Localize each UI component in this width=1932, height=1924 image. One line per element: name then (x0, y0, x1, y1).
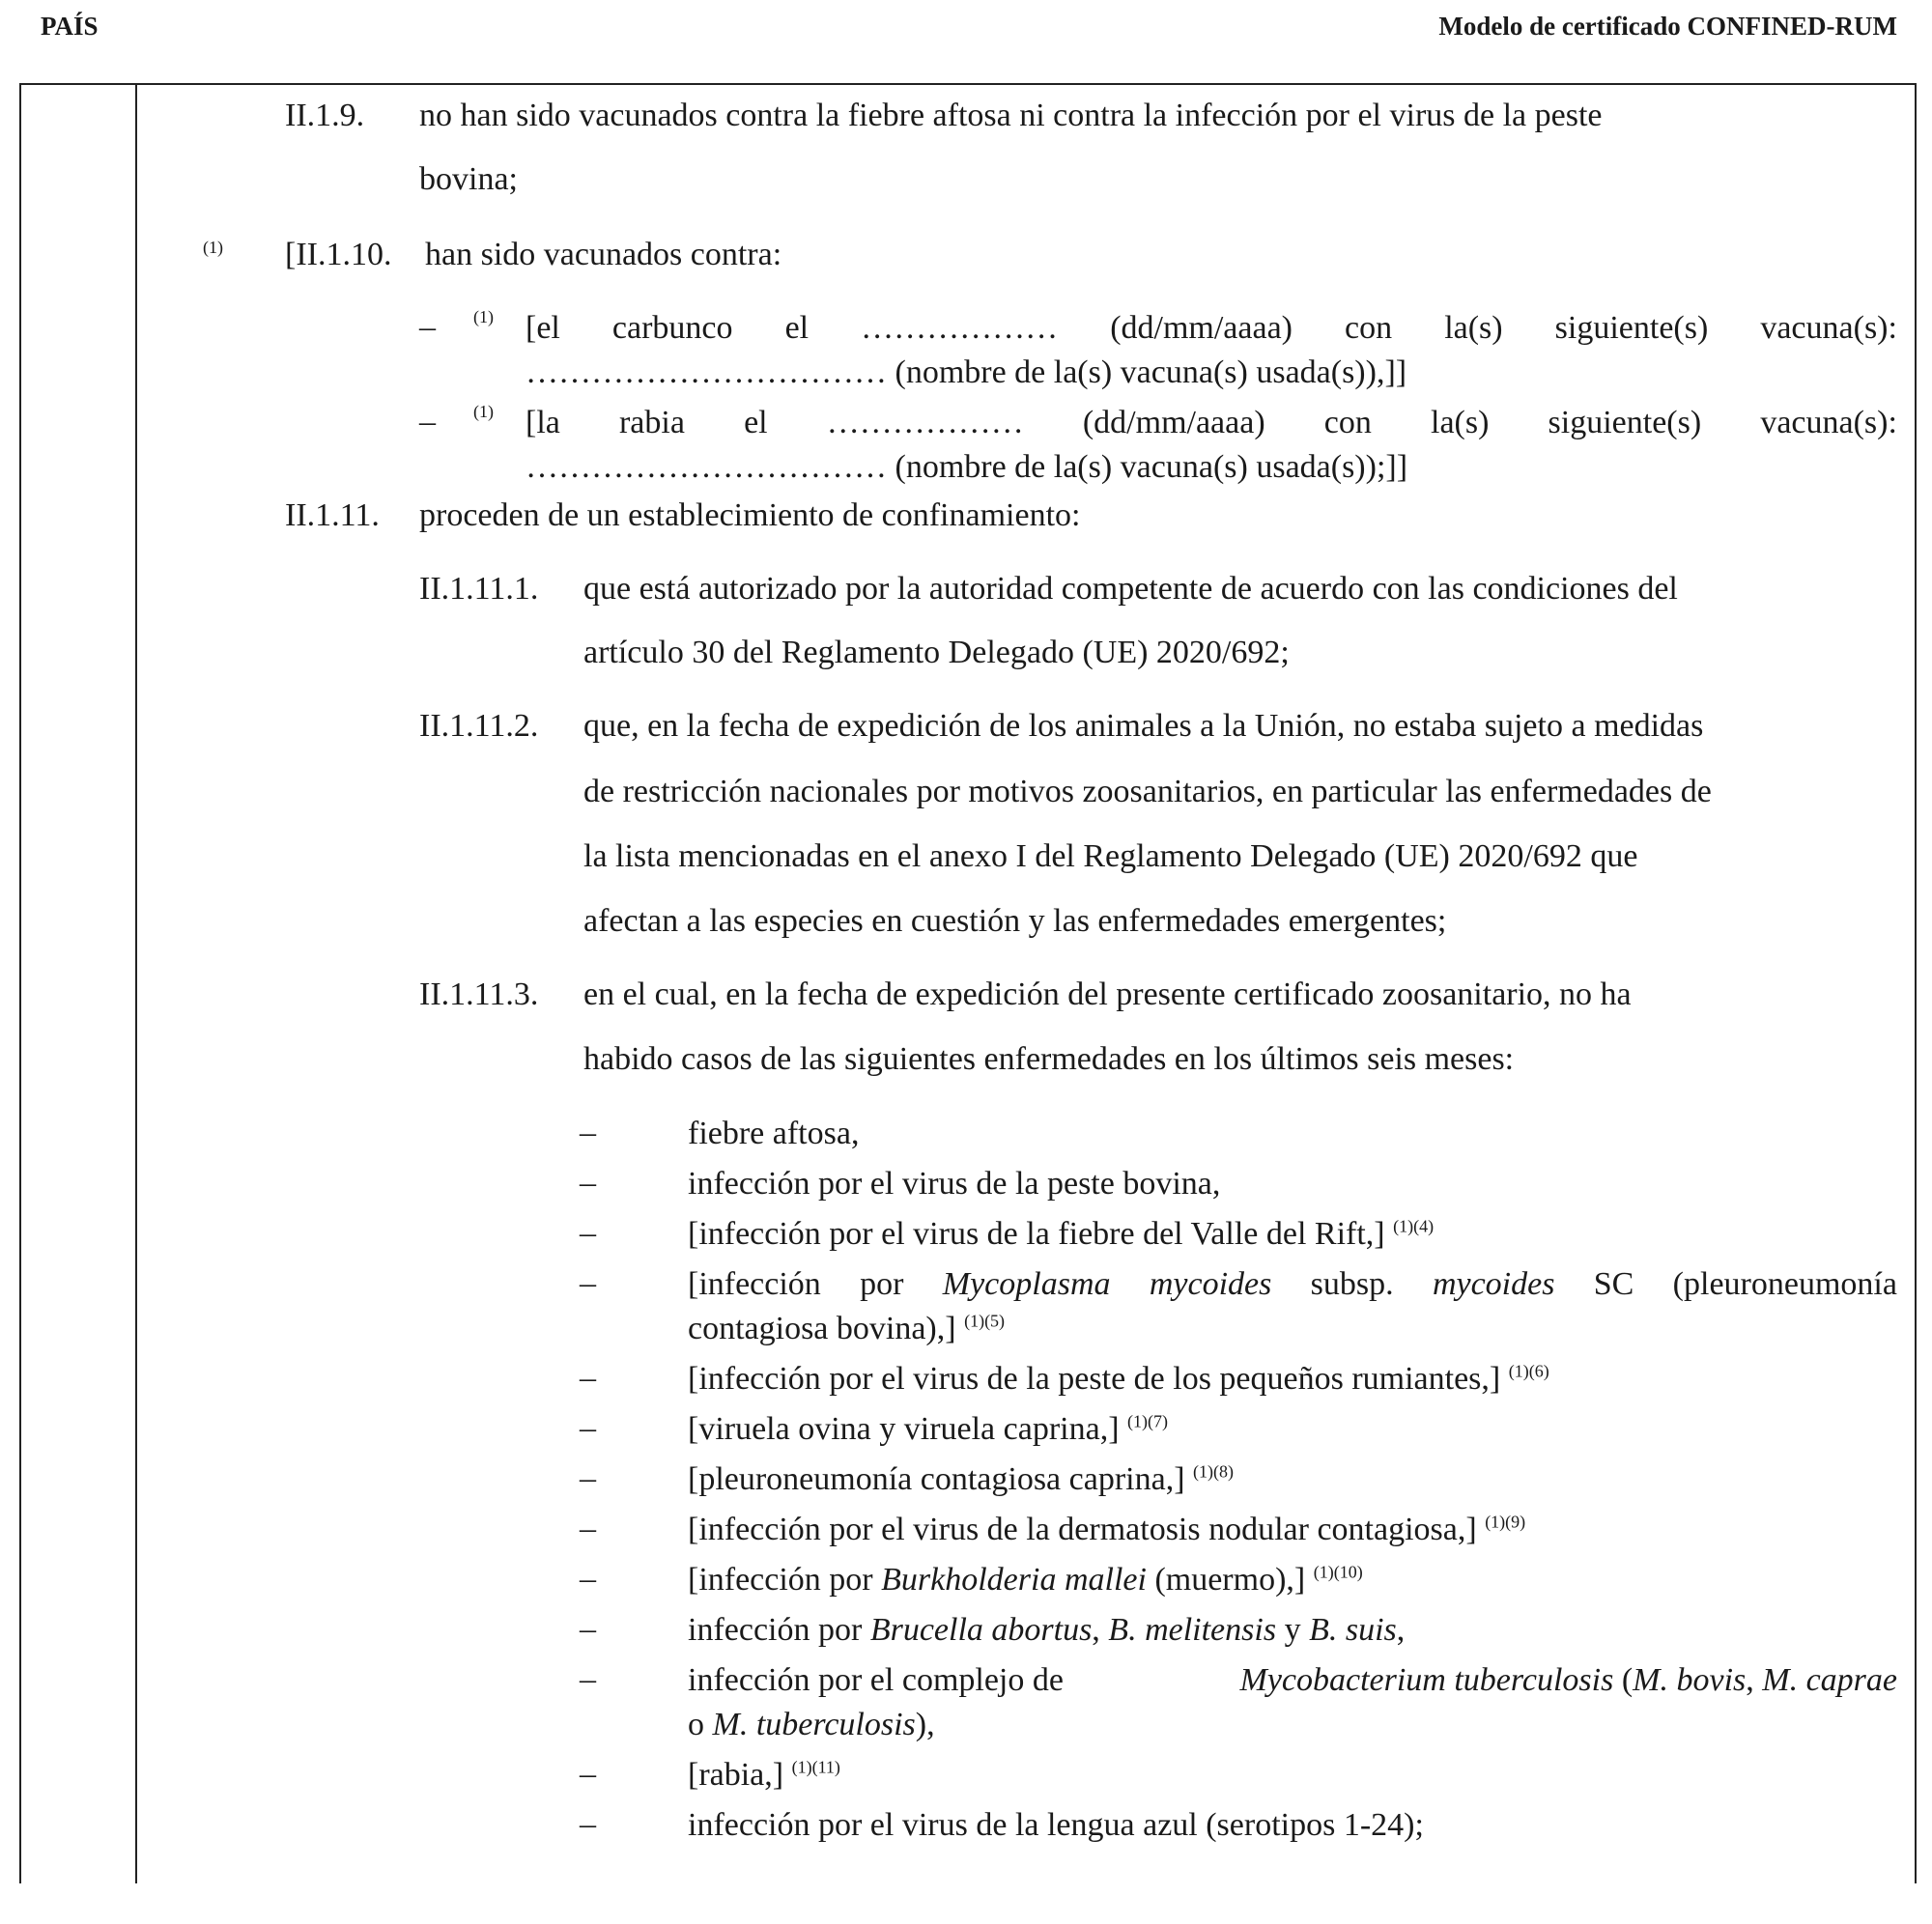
vaccine-name-blank: …………………………… (nombre de la(s) vacuna(s) usada(s)),]] (526, 354, 1407, 390)
date-blank: ……………… (861, 310, 1059, 346)
word: (dd/mm/aaaa) (1082, 405, 1265, 440)
disease-item: fiebre aftosa, (688, 1116, 860, 1151)
subparagraph-number: II.1.11.3. (419, 976, 539, 1012)
word: con (1345, 310, 1393, 346)
disease-item: [infección por el virus de la peste de los pequeños rumiantes,] $^{(1)(6)}$ (688, 1361, 1549, 1397)
list-dash: – (580, 1165, 596, 1201)
table-left-border (19, 83, 21, 1883)
country-label: PAÍS (41, 12, 99, 41)
paragraph-number: II.1.9. (285, 98, 365, 133)
list-dash: – (580, 1460, 596, 1496)
disease-item-continued: o M. tuberculosis), (688, 1707, 935, 1742)
subparagraph-text: en el cual, en la fecha de expedición del presente certificado zoosanitario, no ha (583, 976, 1632, 1012)
disease-item: [infección por el virus de la dermatosis nodular contagiosa,] $^{(1)(9)}$ (688, 1512, 1526, 1547)
paragraph-number: II.1.11. (285, 497, 380, 533)
disease-item: [pleuroneumonía contagiosa caprina,] $^{(1)(8)}$ (688, 1461, 1234, 1497)
list-dash: – (419, 404, 436, 439)
footnote-marker: (1) (473, 402, 494, 421)
footnote-ref: (1)(11) (791, 1757, 840, 1777)
word: (dd/mm/aaaa) (1110, 310, 1293, 346)
disease-item: infección por el virus de la peste bovina, (688, 1166, 1221, 1202)
word: siguiente(s) (1548, 405, 1702, 440)
subparagraph-text: la lista mencionadas en el anexo I del Reglamento Delegado (UE) 2020/692 que (583, 838, 1638, 874)
subparagraph-text: afectan a las especies en cuestión y las enfermedades emergentes; (583, 903, 1447, 939)
paragraph-text: proceden de un establecimiento de confinamiento: (419, 497, 1081, 533)
table-top-border (19, 83, 1917, 85)
subparagraph-text: que, en la fecha de expedición de los animales a la Unión, no estaba sujeto a medidas (583, 708, 1704, 744)
paragraph-text: han sido vacunados contra: (425, 237, 782, 272)
list-dash: – (580, 1511, 596, 1546)
list-dash: – (580, 1561, 596, 1597)
list-dash: – (580, 1410, 596, 1446)
paragraph-text: no han sido vacunados contra la fiebre aftosa ni contra la infección por el virus de la peste (419, 98, 1603, 133)
list-dash: – (580, 1756, 596, 1792)
word: carbunco (611, 310, 733, 346)
list-dash: – (580, 1661, 596, 1697)
disease-item: infección por Brucella abortus, B. melitensis y B. suis, (688, 1612, 1406, 1648)
vaccine-line (526, 404, 1897, 442)
word: vacuna(s): (1760, 405, 1897, 440)
certificate-model-title: Modelo de certificado CONFINED-RUM (1438, 12, 1897, 41)
list-dash: – (580, 1115, 596, 1150)
disease-item: [viruela ovina y viruela caprina,] $^{(1)(7)}$ (688, 1411, 1168, 1447)
list-dash: – (580, 1611, 596, 1647)
subparagraph-number: II.1.11.2. (419, 708, 539, 744)
footnote-ref: (1)(8) (1193, 1461, 1234, 1482)
word: el (744, 405, 768, 440)
disease-item: [infección por Burkholderia mallei (muermo),] $^{(1)(10)}$ (688, 1562, 1363, 1598)
list-dash: – (580, 1215, 596, 1251)
footnote-ref: (1)(6) (1508, 1361, 1549, 1381)
footnote-ref: (1)(7) (1127, 1411, 1168, 1431)
vaccine-line (526, 309, 1897, 348)
disease-item: [infección por Mycoplasma mycoides subsp. mycoides SC (pleuroneumonía (688, 1266, 1897, 1302)
word: el (784, 310, 810, 346)
word: la(s) (1444, 310, 1503, 346)
paragraph-number: [II.1.10. (285, 237, 392, 272)
word: vacuna(s): (1760, 310, 1897, 346)
list-dash: – (580, 1265, 596, 1301)
disease-item: [rabia,] $^{(1)(11)}$ (688, 1757, 840, 1793)
vaccine-name-blank: …………………………… (nombre de la(s) vacuna(s) usada(s));]] (526, 449, 1408, 485)
list-dash: – (419, 309, 436, 345)
subparagraph-text: habido casos de las siguientes enfermedades en los últimos seis meses: (583, 1041, 1515, 1077)
footnote-ref: (1)(10) (1313, 1562, 1363, 1582)
footnote-ref: (1)(9) (1485, 1512, 1526, 1532)
subparagraph-text: que está autorizado por la autoridad competente de acuerdo con las condiciones del (583, 571, 1678, 607)
subparagraph-number: II.1.11.1. (419, 571, 539, 607)
subparagraph-text: artículo 30 del Reglamento Delegado (UE) 2020/692; (583, 635, 1290, 670)
disease-item: infección por el virus de la lengua azul (serotipos 1-24); (688, 1807, 1424, 1843)
subparagraph-text: de restricción nacionales por motivos zoosanitarios, en particular las enfermedades de (583, 774, 1712, 809)
paragraph-text: bovina; (419, 161, 518, 197)
list-dash: – (580, 1360, 596, 1396)
footnote-ref: (1)(5) (964, 1311, 1006, 1331)
word: [el (526, 310, 560, 346)
footnote-ref: (1)(4) (1393, 1216, 1435, 1236)
footnote-marker: (1) (203, 238, 223, 257)
footnote-marker: (1) (473, 307, 494, 326)
word: rabia (618, 405, 685, 440)
list-dash: – (580, 1806, 596, 1842)
disease-item-continued: contagiosa bovina),] $^{(1)(5)}$ (688, 1311, 1006, 1346)
date-blank: ……………… (826, 405, 1024, 440)
word: [la (526, 405, 560, 440)
word: la(s) (1431, 405, 1490, 440)
table-column-divider (135, 83, 137, 1883)
table-right-border (1915, 83, 1917, 1883)
word: siguiente(s) (1554, 310, 1709, 346)
disease-item: [infección por el virus de la fiebre del Valle del Rift,] $^{(1)(4)}$ (688, 1216, 1435, 1252)
disease-item: infección por el complejo de Mycobacterium tuberculosis (M. bovis, M. caprae (688, 1662, 1897, 1698)
word: con (1323, 405, 1372, 440)
